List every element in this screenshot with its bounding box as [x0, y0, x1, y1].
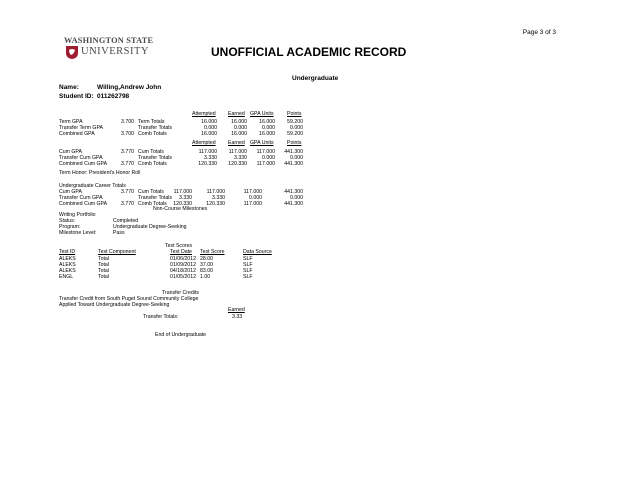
header-test-date: Test Date	[170, 249, 192, 255]
milestone-level-label: Milestone Level:	[59, 230, 97, 236]
header-points: Points	[287, 111, 302, 117]
transfer-heading: Transfer Credits	[162, 290, 199, 296]
transfer-totals-label: Transfer Totals:	[143, 314, 179, 320]
student-id-label: Student ID:	[59, 93, 94, 100]
document-title: UNOFFICIAL ACADEMIC RECORD	[211, 45, 407, 59]
cougar-shield-icon	[66, 46, 78, 59]
header-test-id: Test ID	[59, 249, 76, 255]
milestone-title: Writing Portfolio	[59, 212, 96, 218]
milestone-program-label: Program:	[59, 224, 81, 230]
student-id: 011262798	[97, 93, 130, 100]
milestones-heading: Non-Course Milestones	[153, 206, 208, 212]
header-gpa-units: GPA Units	[250, 111, 274, 117]
test-scores-heading: Test Scores	[165, 243, 193, 249]
milestone-program: Undergraduate Degree-Seeking	[113, 224, 187, 230]
milestone-status: Completed	[113, 218, 139, 224]
header-attempted: Attempted	[192, 111, 216, 117]
milestone-status-label: Status:	[59, 218, 76, 224]
student-name: Willing,Andrew John	[97, 84, 162, 91]
header-attempted: Attempted	[192, 140, 216, 146]
header-test-score: Test Score	[200, 249, 225, 255]
transfer-earned-header: Earned	[228, 307, 245, 313]
career-totals-heading: Undergraduate Career Totals	[59, 183, 126, 189]
transfer-totals-value: 3.33	[232, 314, 243, 320]
transfer-source: Transfer Credit from South Puget Sound Community College	[59, 296, 199, 302]
term-honor: Term Honor: President's Honor Roll	[59, 170, 141, 176]
logo-line1: WASHINGTON STATE	[64, 36, 154, 45]
transfer-applied: Applied Toward Undergraduate Degree-Seeking	[59, 302, 170, 308]
page-number: Page 3 of 3	[522, 29, 556, 36]
header-earned: Earned	[228, 111, 245, 117]
header-data-source: Data Source	[243, 249, 272, 255]
header-test-component: Test Component	[98, 249, 136, 255]
header-gpa-units: GPA Units	[250, 140, 274, 146]
milestone-level: Pass	[113, 230, 125, 236]
header-points: Points	[287, 140, 302, 146]
end-of-record: End of Undergraduate	[155, 332, 207, 338]
header-earned: Earned	[228, 140, 245, 146]
career-heading: Undergraduate	[292, 75, 339, 82]
logo-line2: UNIVERSITY	[81, 46, 149, 57]
name-label: Name:	[59, 84, 79, 91]
